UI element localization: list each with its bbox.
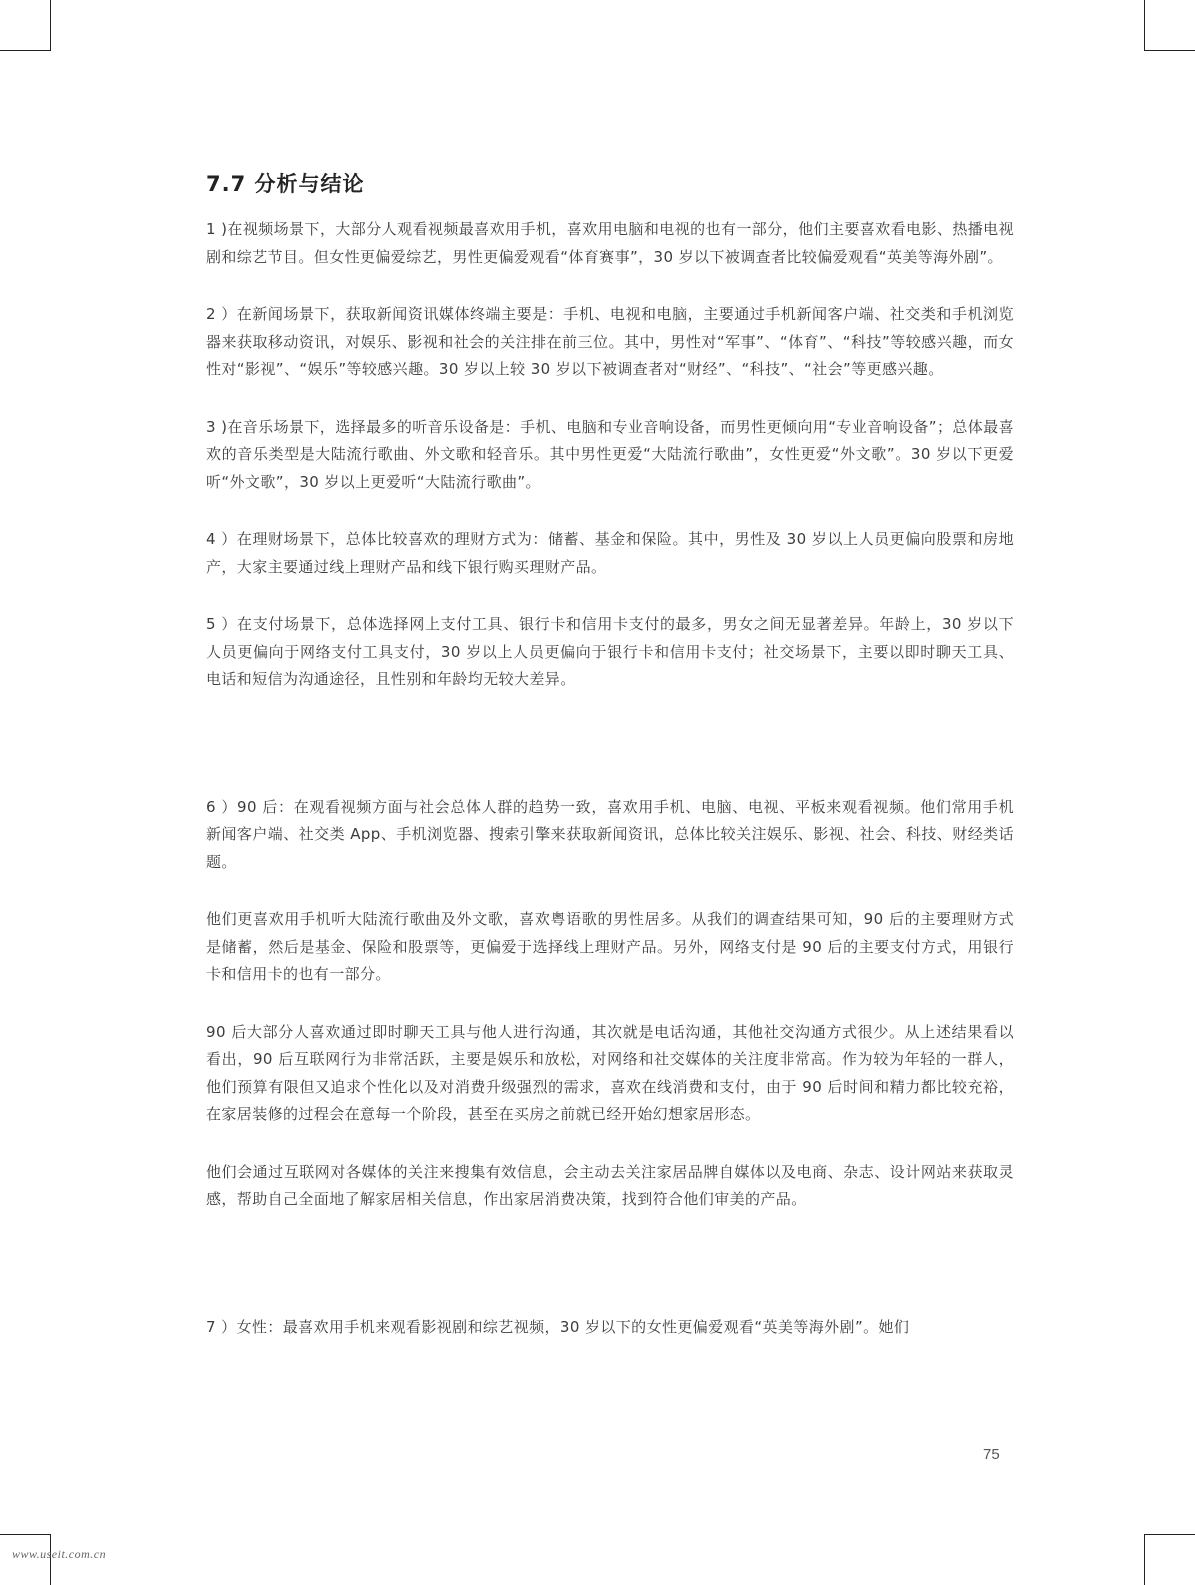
- page-number: 75: [983, 1446, 1000, 1463]
- paragraph-10: 7 ）女性：最喜欢用手机来观看影视剧和综艺视频，30 岁以下的女性更偏爱观看“英美等海外剧”。她们: [206, 1317, 910, 1336]
- paragraph-8: 90 后大部分人喜欢通过即时聊天工具与他人进行沟通，其次就是电话沟通，其他社交沟通方式很少。从上述结果看以看出，90 后互联网行为非常活跃，主要是娱乐和放松，对网络和社交媒体的关注度非常高。作为较为年轻的一群人，他们预算有限但又追求个性化以及对消费升级强烈的需求，喜欢在线消费和支付，由于 90 后时间和精力都比较充裕，在家居装修的过程会在意每一个阶段，甚至在买房之前就已经开始幻想家居形态。: [206, 1022, 1014, 1123]
- paragraph-6: 6 ）90 后：在观看视频方面与社会总体人群的趋势一致，喜欢用手机、电脑、电视、平板来观看视频。他们常用手机新闻客户端、社交类 App、手机浏览器、搜索引擎来获取新闻资讯，总体比较关注娱乐、影视、社会、科技、财经类话题。: [206, 797, 1014, 871]
- paragraph-1: 1 )在视频场景下，大部分人观看视频最喜欢用手机，喜欢用电脑和电视的也有一部分，他们主要喜欢看电影、热播电视剧和综艺节目。但女性更偏爱综艺，男性更偏爱观看“体育赛事”，30 岁以下被调查者比较偏爱观看“英美等海外剧”。: [206, 220, 1014, 266]
- section-heading: 7.7 分析与结论: [206, 172, 365, 196]
- crop-mark-top-left: [0, 0, 51, 51]
- paragraph-3: 3 )在音乐场景下，选择最多的听音乐设备是：手机、电脑和专业音响设备，而男性更倾向用“专业音响设备”；总体最喜欢的音乐类型是大陆流行歌曲、外文歌和轻音乐。其中男性更爱“大陆流行歌曲”，女性更爱“外文歌”。30 岁以下更爱听“外文歌”，30 岁以上更爱听“大陆流行歌曲”。: [206, 417, 1014, 491]
- paragraph-2: 2 ）在新闻场景下，获取新闻资讯媒体终端主要是：手机、电视和电脑，主要通过手机新闻客户端、社交类和手机浏览器来获取移动资讯，对娱乐、影视和社会的关注排在前三位。其中，男性对“军事”、“体育”、“科技”等较感兴趣，而女性对“影视”、“娱乐”等较感兴趣。30 岁以上较 30 岁以下被调查者对“财经”、“科技”、“社会”等更感兴趣。: [206, 305, 1014, 378]
- watermark: www.useit.com.cn: [12, 1547, 107, 1561]
- crop-mark-top-right: [1144, 0, 1195, 51]
- paragraph-4: 4 ）在理财场景下，总体比较喜欢的理财方式为：储蓄、基金和保险。其中，男性及 30 岁以上人员更偏向股票和房地产，大家主要通过线上理财产品和线下银行购买理财产品。: [206, 530, 1014, 576]
- paragraph-7: 他们更喜欢用手机听大陆流行歌曲及外文歌，喜欢粤语歌的男性居多。从我们的调查结果可知，90 后的主要理财方式是储蓄，然后是基金、保险和股票等，更偏爱于选择线上理财产品。另外，网络支付是 90 后的主要支付方式，用银行卡和信用卡的也有一部分。: [206, 910, 1014, 983]
- paragraph-5: 5 ）在支付场景下，总体选择网上支付工具、银行卡和信用卡支付的最多，男女之间无显著差异。年龄上，30 岁以下人员更偏向于网络支付工具支付，30 岁以上人员更偏向于银行卡和信用卡支付；社交场景下，主要以即时聊天工具、电话和短信为沟通途径，且性别和年龄均无较大差异。: [206, 615, 1014, 688]
- page-content: [206, 168, 1014, 1341]
- paragraph-9: 他们会通过互联网对各媒体的关注来搜集有效信息，会主动去关注家居品牌自媒体以及电商、杂志、设计网站来获取灵感，帮助自己全面地了解家居相关信息，作出家居消费决策，找到符合他们审美的产品。: [206, 1162, 1014, 1208]
- crop-mark-bottom-right: [1144, 1534, 1195, 1585]
